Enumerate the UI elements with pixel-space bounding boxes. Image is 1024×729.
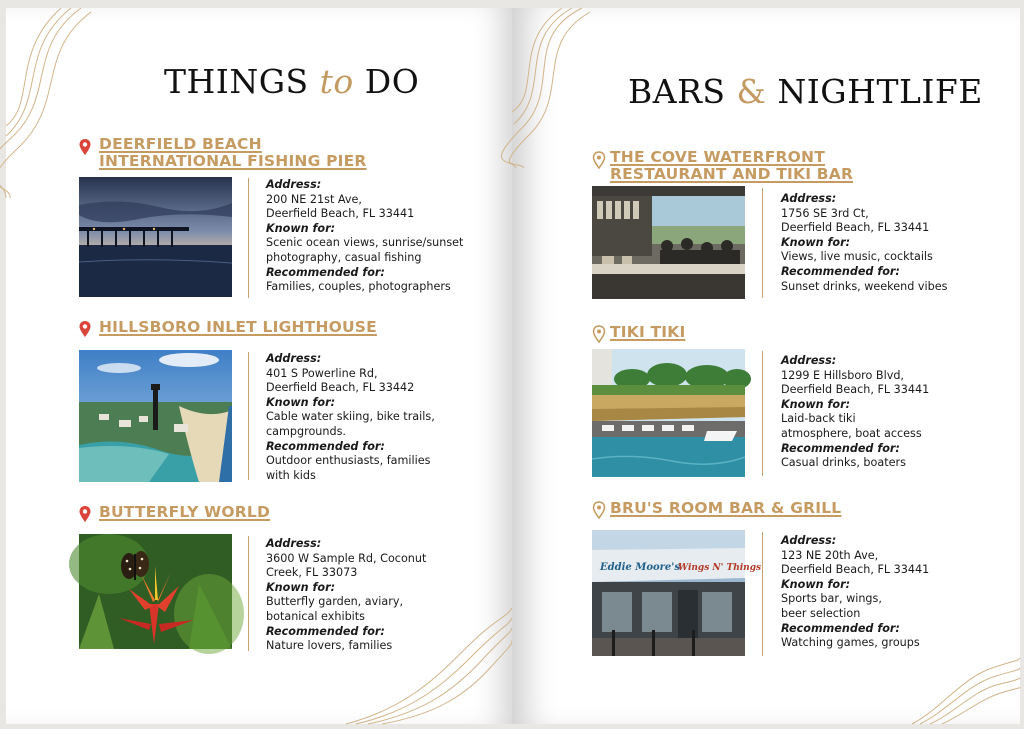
recommended-for-value: Casual drinks, boaters — [781, 456, 906, 470]
recommended-for-label: Recommended for: — [266, 265, 385, 279]
recommended-for-value: Watching games, groups — [781, 636, 920, 650]
attraction-title[interactable]: BUTTERFLY WORLD — [99, 503, 271, 521]
sign-text-right: Wings N' Things — [678, 563, 762, 573]
sports-bar-storefront-photo — [592, 530, 762, 656]
waterfront-bar-photo — [592, 186, 745, 299]
lighthouse-aerial-photo — [79, 350, 232, 482]
recommended-for-value: Sunset drinks, weekend vibes — [781, 279, 948, 293]
venue-details — [781, 192, 991, 294]
item-divider — [762, 188, 763, 298]
known-for-label: Known for: — [266, 580, 336, 594]
known-for-value: Butterfly garden, aviary, botanical exhibits — [266, 595, 404, 623]
recommended-for-label: Recommended for: — [266, 439, 385, 453]
address-label: Address: — [266, 178, 322, 191]
attraction-details — [266, 537, 476, 654]
location-pin-icon — [592, 151, 606, 169]
known-for-value: Sports bar, wings, beer selection — [781, 592, 882, 620]
attraction-details — [266, 178, 476, 295]
venue-title[interactable]: TIKI TIKI — [610, 323, 686, 341]
known-for-label: Known for: — [266, 221, 336, 235]
recommended-for-value: Families, couples, photographers — [266, 280, 451, 294]
address-value: 1756 SE 3rd Ct, Deerfield Beach, FL 33441 — [781, 206, 930, 235]
gold-wave-decoration-top-left — [6, 8, 96, 198]
page-title: BARS & NIGHTLIFE — [628, 72, 983, 111]
recommended-for-value: Nature lovers, families — [266, 639, 393, 653]
recommended-for-label: Recommended for: — [781, 621, 900, 635]
known-for-value: Scenic ocean views, sunrise/sunset photography, casual fishing — [266, 236, 464, 264]
item-divider — [762, 532, 763, 656]
venue-details — [781, 534, 991, 651]
right-page — [512, 8, 1020, 724]
address-label: Address: — [266, 537, 322, 550]
item-divider — [248, 178, 249, 298]
known-for-label: Known for: — [781, 577, 851, 591]
known-for-label: Known for: — [266, 395, 336, 409]
recommended-for-label: Recommended for: — [781, 264, 900, 278]
known-for-value: Views, live music, cocktails — [781, 250, 933, 264]
gold-wave-decoration-top — [512, 8, 592, 168]
page-title: THINGS to DO — [164, 62, 420, 101]
venue-details — [781, 354, 991, 471]
item-divider — [762, 351, 763, 476]
venue-title[interactable]: BRU'S ROOM BAR & GRILL — [610, 499, 842, 517]
recommended-for-value: Outdoor enthusiasts, families with kids — [266, 454, 431, 482]
butterfly-on-flower-photo — [79, 534, 232, 649]
known-for-label: Known for: — [781, 397, 851, 411]
address-value: 123 NE 20th Ave, Deerfield Beach, FL 33441 — [781, 548, 930, 577]
fishing-pier-sunset-photo — [79, 177, 232, 297]
address-label: Address: — [781, 354, 837, 367]
address-value: 200 NE 21st Ave, Deerfield Beach, FL 33441 — [266, 192, 415, 221]
address-value: 1299 E Hillsboro Blvd, Deerfield Beach, FL 33441 — [781, 368, 930, 397]
known-for-value: Laid-back tiki atmosphere, boat access — [781, 412, 922, 440]
recommended-for-label: Recommended for: — [781, 441, 900, 455]
address-label: Address: — [781, 192, 837, 205]
sign-text-left: Eddie Moore's — [600, 562, 680, 573]
known-for-label: Known for: — [781, 235, 851, 249]
brochure-spread — [6, 8, 1020, 724]
attraction-title[interactable]: HILLSBORO INLET LIGHTHOUSE — [99, 318, 377, 336]
attraction-title[interactable]: DEERFIELD BEACH INTERNATIONAL FISHING PIER — [99, 135, 367, 170]
known-for-value: Cable water skiing, bike trails, campgrounds. — [266, 410, 435, 438]
recommended-for-label: Recommended for: — [266, 624, 385, 638]
left-page — [6, 8, 512, 724]
gold-wave-decoration-bottom-right — [912, 648, 1020, 724]
location-pin-icon — [78, 505, 92, 523]
item-divider — [248, 352, 249, 480]
attraction-details — [266, 352, 476, 483]
item-divider — [248, 536, 249, 651]
address-value: 3600 W Sample Rd, Coconut Creek, FL 33073 — [266, 551, 427, 580]
tiki-bar-waterway-photo — [592, 349, 745, 477]
location-pin-icon — [592, 501, 606, 519]
location-pin-icon — [78, 320, 92, 338]
address-value: 401 S Powerline Rd, Deerfield Beach, FL 33442 — [266, 366, 415, 395]
venue-title[interactable]: THE COVE WATERFRONT RESTAURANT AND TIKI BAR — [610, 148, 854, 183]
address-label: Address: — [781, 534, 837, 547]
location-pin-icon — [78, 138, 92, 156]
location-pin-icon — [592, 325, 606, 343]
address-label: Address: — [266, 352, 322, 365]
